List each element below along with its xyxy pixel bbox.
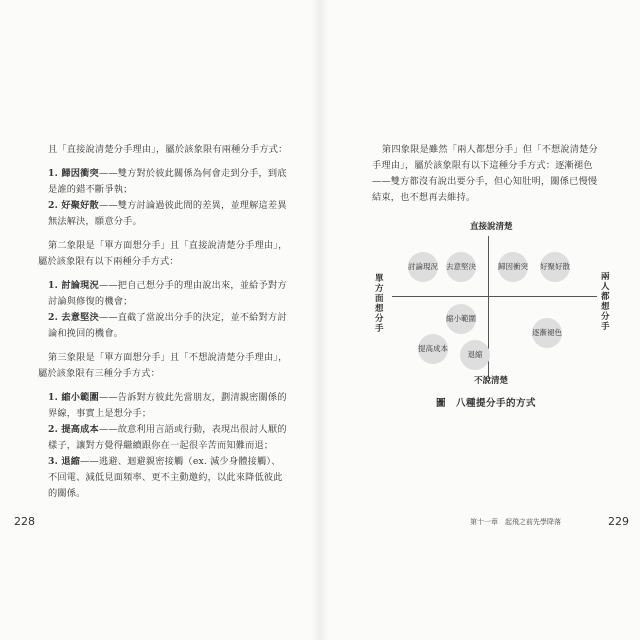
axis-label-top: 直接說清楚 — [470, 222, 513, 232]
list-item — [38, 454, 288, 502]
item-text: ——告訴對方彼此先當朋友，劃清親密關係的界線，事實上是想分手； — [48, 392, 287, 419]
axis-label-right: 兩人都想分手 — [601, 272, 610, 332]
item-tag: 2. 好聚好散 — [48, 200, 99, 211]
item-tag: 1. 討論現況 — [48, 280, 99, 291]
item-text: ——直截了當說出分手的決定，並不給對方討論和挽回的機會。 — [48, 312, 287, 339]
list-item — [38, 278, 288, 310]
left-page-number: 228 — [14, 515, 35, 528]
bubble-firm-decision: 去意堅決 — [446, 252, 476, 282]
paragraph: 且「直接說清楚分手理由」，屬於該象限有兩種分手方式： — [48, 144, 288, 155]
bubble-fade-away: 逐漸褪色 — [532, 318, 562, 348]
right-body-text — [372, 142, 598, 214]
item-tag: 2. 提高成本 — [48, 424, 99, 435]
bubble-narrow-scope: 縮小範圍 — [446, 304, 476, 334]
list-item — [38, 390, 288, 422]
paragraph-gap — [38, 230, 288, 238]
item-text: ——逃避、迴避親密接觸（ex. 減少身體接觸）、不回電、減低見面頻率、更不主動邀約，以此來降低彼此的關係。 — [48, 456, 283, 499]
item-tag: 1. 縮小範圍 — [48, 392, 99, 403]
bubble-blame-conflict: 歸因衝突 — [498, 252, 528, 282]
bubble-raise-cost: 提高成本 — [418, 334, 448, 364]
bubble-amicable-parting: 好聚好散 — [540, 252, 570, 282]
book-gutter — [312, 0, 328, 640]
bubble-withdraw: 退縮 — [460, 340, 490, 370]
list-item — [38, 198, 288, 230]
item-text: ——故意利用言語或行動，表現出很討人厭的樣子，讓對方覺得繼續跟你在一起很辛苦而知難而退； — [48, 424, 287, 451]
right-page — [320, 0, 640, 640]
horizontal-axis — [392, 296, 597, 297]
paragraph: 第二象限是「單方面想分手」且「直接說清楚分手理由」，屬於該象限有以下兩種分手方式： — [38, 240, 288, 267]
list-item — [38, 422, 288, 454]
running-head: 第十一章 起飛之前先學降落 — [470, 518, 561, 526]
list-item — [38, 310, 288, 342]
item-tag: 2. 去意堅決 — [48, 312, 99, 323]
bubble-discuss-status: 討論現況 — [408, 252, 438, 282]
paragraph: 第三象限是「單方面想分手」且「不想說清楚分手理由」，屬於該象限有三種分手方式： — [38, 352, 288, 379]
paragraph-gap — [38, 342, 288, 350]
item-text: ——雙方討論過彼此間的差異，並理解這差異無法解決，願意分手。 — [48, 200, 287, 227]
item-tag: 3. 退縮 — [48, 456, 81, 467]
right-page-number: 229 — [608, 515, 629, 528]
item-text: ——把自己想分手的理由說出來，並給予對方討論與修復的機會； — [48, 280, 287, 307]
item-tag: 1. 歸因衝突 — [48, 168, 99, 179]
axis-label-left: 單方面想分手 — [375, 274, 384, 334]
figure-caption: 圖 八種提分手的方式 — [436, 398, 537, 409]
breakup-quadrant-diagram — [370, 218, 620, 393]
axis-label-bottom: 不說清楚 — [474, 376, 509, 386]
paragraph: 第四象限是雖然「兩人都想分手」但「不想說清楚分手理由」，屬於該象限有以下這種分手方式：逐漸褪色——雙方都沒有說出要分手，但心知肚明，關係已慢慢結束，也不想再去維持。 — [372, 144, 598, 203]
item-text: ——雙方對於彼此關係為何會走到分手，到底是誰的錯不斷爭執； — [48, 168, 287, 195]
list-item — [38, 166, 288, 198]
left-body-text — [38, 142, 288, 502]
